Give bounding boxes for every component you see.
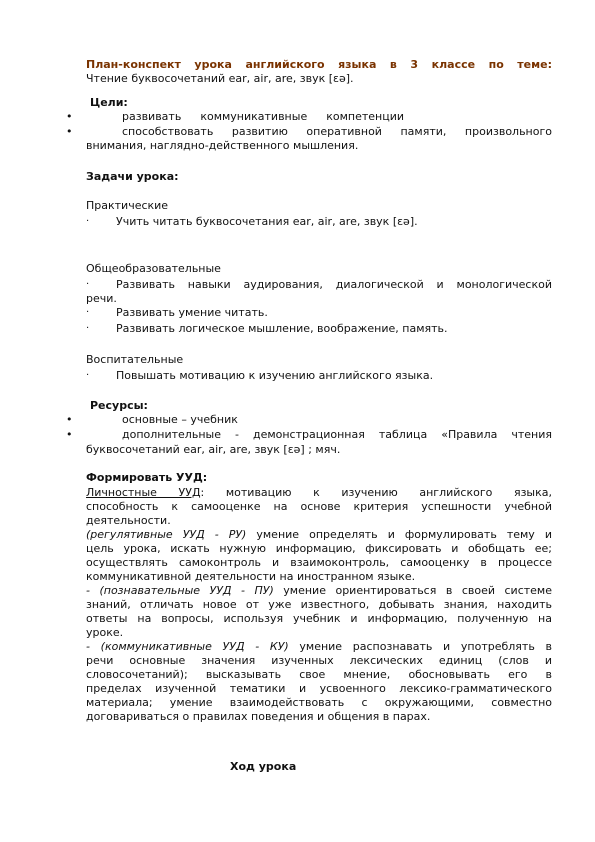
general-label: Общеобразовательные bbox=[86, 262, 221, 275]
goal-item-1: развивать коммуникативные компетенции bbox=[122, 110, 404, 123]
resources-heading: Ресурсы: bbox=[90, 399, 148, 412]
general-item-1-line-1: Развивать навыки аудирования, диалогической и монологической bbox=[116, 278, 552, 291]
regulative-uud-line-4: коммуникативной деятельности на иностранном языке. bbox=[86, 570, 416, 583]
communicative-uud-line-5: материала; умение взаимодействовать с окружающими, совместно bbox=[86, 696, 552, 709]
communicative-uud-line-4: пределах изученной тематики и усвоенного лексико-грамматического bbox=[86, 682, 552, 695]
practical-label: Практические bbox=[86, 199, 169, 212]
educational-label: Воспитательные bbox=[86, 353, 184, 366]
general-item-1-line-2: речи. bbox=[86, 292, 117, 305]
uud-heading: Формировать УУД: bbox=[86, 471, 208, 484]
document-title: План-конспект урока английского языка в 3 классе по теме: bbox=[86, 58, 552, 71]
cognitive-uud-line-2: знаний, отличать новое от уже известного, добывать знания, находить bbox=[86, 598, 552, 611]
communicative-uud-line-6: договариваться о правилах поведения и общения в парах. bbox=[86, 710, 431, 723]
personal-uud-line-2: способность к самооценке на основе критерия успешности учебной bbox=[86, 500, 552, 513]
bullet-icon: • bbox=[66, 110, 73, 123]
personal-uud-text: : мотивацию к изучению английского языка, bbox=[200, 486, 552, 499]
cognitive-uud-line-1 bbox=[86, 584, 552, 598]
practical-item-1: Учить читать буквосочетания ear, air, are, звук [ɛə]. bbox=[116, 215, 418, 228]
goal-item-2-line-1: способствовать развитию оперативной памяти, произвольного bbox=[122, 125, 552, 138]
personal-uud-label: Личностные УУД bbox=[86, 486, 201, 499]
cognitive-uud-line-4: уроке. bbox=[86, 626, 124, 639]
dot-icon: · bbox=[86, 279, 90, 290]
regulative-uud-label: (регулятивные УУД - РУ) bbox=[86, 528, 247, 541]
goal-item-2-line-2: внимания, наглядно-действенного мышления. bbox=[86, 139, 359, 152]
communicative-uud-line-2: речи основные значения изученных лексических единиц (слов и bbox=[86, 654, 552, 667]
cognitive-uud-label: - (познавательные УУД - ПУ) bbox=[86, 584, 274, 597]
lesson-progress-heading: Ход урока bbox=[230, 760, 297, 773]
regulative-uud-line-1 bbox=[86, 528, 552, 542]
dot-icon: · bbox=[86, 323, 90, 334]
communicative-uud-line-1 bbox=[86, 640, 552, 654]
general-item-3: Развивать логическое мышление, воображение, память. bbox=[116, 322, 448, 335]
regulative-uud-line-3: осуществлять самоконтроль и взаимоконтроль, самооценку в процессе bbox=[86, 556, 552, 569]
cognitive-uud-text: умение ориентироваться в своей системе bbox=[273, 584, 552, 597]
personal-uud-line-3: деятельности. bbox=[86, 514, 171, 527]
dot-icon: · bbox=[86, 370, 90, 381]
dot-icon: · bbox=[86, 216, 90, 227]
regulative-uud-line-2: цель урока, искать нужную информацию, фиксировать и обобщать ее; bbox=[86, 542, 552, 555]
bullet-icon: • bbox=[66, 413, 73, 426]
bullet-icon: • bbox=[66, 428, 73, 441]
educational-item-1: Повышать мотивацию к изучению английского языка. bbox=[116, 369, 434, 382]
goals-heading: Цели: bbox=[90, 96, 128, 109]
dot-icon: · bbox=[86, 307, 90, 318]
personal-uud-line-1 bbox=[86, 486, 552, 500]
communicative-uud-text: умение распознавать и употреблять в bbox=[288, 640, 552, 653]
cognitive-uud-line-3: ответы на вопросы, используя учебник и информацию, полученную на bbox=[86, 612, 552, 625]
communicative-uud-line-3: словосочетаний); высказывать свое мнение, обосновывать его в bbox=[86, 668, 552, 681]
resource-item-2-line-2: буквосочетаний ear, air, are, звук [ɛə] ; мяч. bbox=[86, 443, 341, 456]
tasks-heading: Задачи урока: bbox=[86, 170, 179, 183]
bullet-icon: • bbox=[66, 125, 73, 138]
general-item-2: Развивать умение читать. bbox=[116, 306, 268, 319]
document-subtitle: Чтение буквосочетаний ear, air, are, звук [ɛə]. bbox=[86, 72, 354, 85]
regulative-uud-text: умение определять и формулировать тему и bbox=[246, 528, 552, 541]
resource-item-1: основные – учебник bbox=[122, 413, 238, 426]
communicative-uud-label: - (коммуникативные УУД - КУ) bbox=[86, 640, 289, 653]
resource-item-2-line-1: дополнительные - демонстрационная таблица «Правила чтения bbox=[122, 428, 552, 441]
